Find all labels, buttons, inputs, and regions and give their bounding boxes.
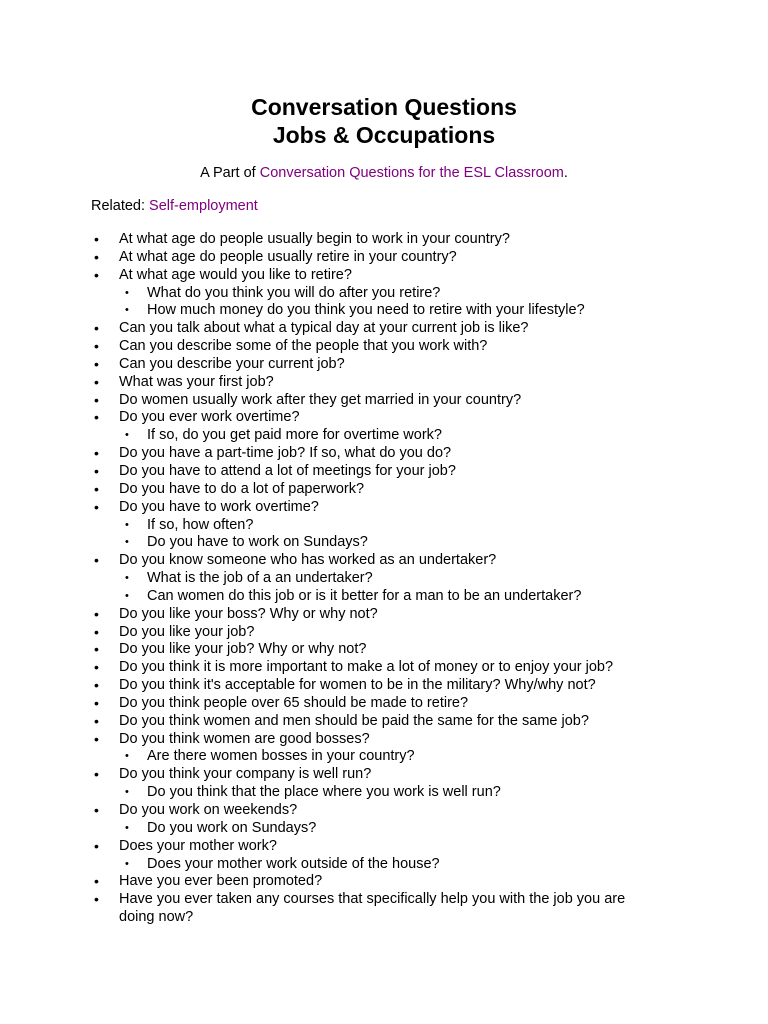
- question-text: Do you like your job? Why or why not?: [119, 641, 367, 658]
- question-text: Do you have to do a lot of paperwork?: [119, 480, 365, 497]
- sub-question-item: [0, 784, 768, 802]
- question-text: Do you think your company is well run?: [119, 766, 372, 783]
- bullet-icon: •: [94, 231, 99, 247]
- source-line: [0, 164, 768, 182]
- question-text: Do you think women and men should be paid the same for the same job?: [119, 712, 589, 729]
- bullet-icon: •: [94, 659, 99, 676]
- source-prefix: A Part of: [200, 165, 260, 181]
- sub-question-item: [0, 820, 768, 838]
- question-text: Can women do this job or is it better for a man to be an undertaker?: [147, 587, 582, 604]
- question-text: What is the job of a an undertaker?: [147, 570, 373, 587]
- related-line: [91, 197, 258, 215]
- sub-question-item: [0, 517, 768, 535]
- question-item: [0, 481, 768, 499]
- sub-question-item: [0, 748, 768, 766]
- sub-question-item: [0, 285, 768, 303]
- esl-classroom-link[interactable]: Conversation Questions for the ESL Classroom: [259, 165, 564, 181]
- question-item: [0, 374, 768, 392]
- question-item: [0, 838, 768, 856]
- bullet-icon: •: [94, 873, 99, 890]
- bullet-icon: •: [94, 694, 99, 711]
- sub-question-item: [0, 427, 768, 445]
- question-text: Do women usually work after they get married in your country?: [119, 391, 522, 408]
- bullet-icon: •: [125, 429, 129, 442]
- question-text: Do you work on Sundays?: [147, 819, 317, 836]
- related-prefix: Related:: [91, 198, 150, 214]
- question-item: [0, 802, 768, 820]
- bullet-icon: •: [94, 445, 99, 462]
- bullet-icon: •: [94, 837, 99, 854]
- bullet-icon: •: [94, 248, 99, 265]
- self-employment-link[interactable]: Self-employment: [149, 198, 258, 214]
- question-item: [0, 695, 768, 713]
- question-text: Do you think it is more important to make a lot of money or to enjoy your job?: [119, 659, 614, 676]
- question-text: If so, how often?: [147, 516, 254, 533]
- question-list: [0, 231, 768, 927]
- sub-question-item: [0, 534, 768, 552]
- bullet-icon: •: [125, 304, 129, 317]
- page-title: Conversation Questions: [251, 94, 517, 120]
- question-text: At what age do people usually begin to work in your country?: [119, 231, 510, 247]
- question-item: [0, 624, 768, 642]
- bullet-icon: •: [94, 712, 99, 729]
- question-item: [0, 499, 768, 517]
- sub-question-item: [0, 588, 768, 606]
- sub-question-item: [0, 302, 768, 320]
- bullet-icon: •: [94, 552, 99, 569]
- question-item: [0, 891, 768, 927]
- bullet-icon: •: [94, 766, 99, 783]
- question-text: At what age would you like to retire?: [119, 266, 352, 283]
- question-item: [0, 409, 768, 427]
- bullet-icon: •: [94, 730, 99, 747]
- bullet-icon: •: [125, 786, 129, 799]
- bullet-icon: •: [125, 821, 129, 834]
- source-suffix: .: [563, 165, 568, 181]
- question-item: [0, 231, 768, 249]
- question-text: Have you ever taken any courses that specifically help you with the job you are doing now?: [119, 891, 626, 926]
- bullet-icon: •: [94, 409, 99, 426]
- bullet-icon: •: [94, 373, 99, 390]
- question-text: Can you talk about what a typical day at your current job is like?: [119, 320, 529, 337]
- bullet-icon: •: [94, 355, 99, 372]
- question-text: Do you think it's acceptable for women to be in the military? Why/why not?: [119, 677, 596, 694]
- question-item: [0, 320, 768, 338]
- bullet-icon: •: [94, 802, 99, 818]
- question-text: What was your first job?: [119, 373, 274, 390]
- bullet-icon: •: [94, 677, 99, 694]
- question-item: [0, 606, 768, 624]
- question-text: If so, do you get paid more for overtime work?: [147, 427, 442, 444]
- question-text: Are there women bosses in your country?: [147, 748, 415, 765]
- bullet-icon: •: [125, 518, 129, 531]
- question-item: [0, 766, 768, 784]
- bullet-icon: •: [125, 286, 129, 299]
- question-item: [0, 641, 768, 659]
- sub-question-item: [0, 856, 768, 874]
- sub-question-item: [0, 570, 768, 588]
- bullet-icon: •: [94, 391, 99, 408]
- bullet-icon: •: [94, 498, 99, 515]
- question-text: Can you describe your current job?: [119, 355, 345, 372]
- question-text: Does your mother work?: [119, 837, 277, 854]
- question-item: [0, 552, 768, 570]
- question-text: Do you like your job?: [119, 623, 255, 640]
- question-item: [0, 463, 768, 481]
- question-text: Do you work on weekends?: [119, 802, 298, 818]
- question-text: Can you describe some of the people that you work with?: [119, 338, 488, 355]
- page-subtitle-heading: Jobs & Occupations: [272, 122, 496, 148]
- question-text: Do you think people over 65 should be made to retire?: [119, 694, 469, 711]
- question-item: [0, 731, 768, 749]
- question-text: What do you think you will do after you retire?: [147, 284, 441, 301]
- question-text: Do you have to attend a lot of meetings for your job?: [119, 462, 456, 479]
- question-text: Do you have a part-time job? If so, what do you do?: [119, 445, 452, 462]
- bullet-icon: •: [125, 589, 129, 602]
- question-item: [0, 677, 768, 695]
- question-item: [0, 392, 768, 410]
- bullet-icon: •: [125, 536, 129, 549]
- question-text: Do you know someone who has worked as an undertaker?: [119, 552, 497, 569]
- question-item: [0, 267, 768, 285]
- bullet-icon: •: [125, 750, 129, 763]
- question-item: [0, 873, 768, 891]
- question-item: [0, 356, 768, 374]
- question-text: How much money do you think you need to retire with your lifestyle?: [147, 302, 585, 319]
- bullet-icon: •: [94, 338, 99, 355]
- question-text: At what age do people usually retire in your country?: [119, 248, 457, 265]
- question-text: Do you have to work on Sundays?: [147, 534, 368, 551]
- question-text: Do you think women are good bosses?: [119, 730, 370, 747]
- question-item: [0, 713, 768, 731]
- question-text: Do you ever work overtime?: [119, 409, 300, 426]
- bullet-icon: •: [94, 623, 99, 640]
- question-text: Do you like your boss? Why or why not?: [119, 605, 378, 622]
- bullet-icon: •: [125, 572, 129, 585]
- question-text: Does your mother work outside of the house?: [147, 855, 440, 872]
- bullet-icon: •: [94, 605, 99, 622]
- question-text: Do you think that the place where you work is well run?: [147, 784, 501, 801]
- question-item: [0, 249, 768, 267]
- bullet-icon: •: [94, 641, 99, 658]
- bullet-icon: •: [125, 857, 129, 870]
- bullet-icon: •: [94, 320, 99, 337]
- question-item: [0, 338, 768, 356]
- bullet-icon: •: [94, 462, 99, 479]
- bullet-icon: •: [94, 480, 99, 497]
- bullet-icon: •: [94, 891, 99, 908]
- question-item: [0, 445, 768, 463]
- question-item: [0, 659, 768, 677]
- bullet-icon: •: [94, 266, 99, 283]
- question-text: Do you have to work overtime?: [119, 498, 319, 515]
- question-text: Have you ever been promoted?: [119, 873, 323, 890]
